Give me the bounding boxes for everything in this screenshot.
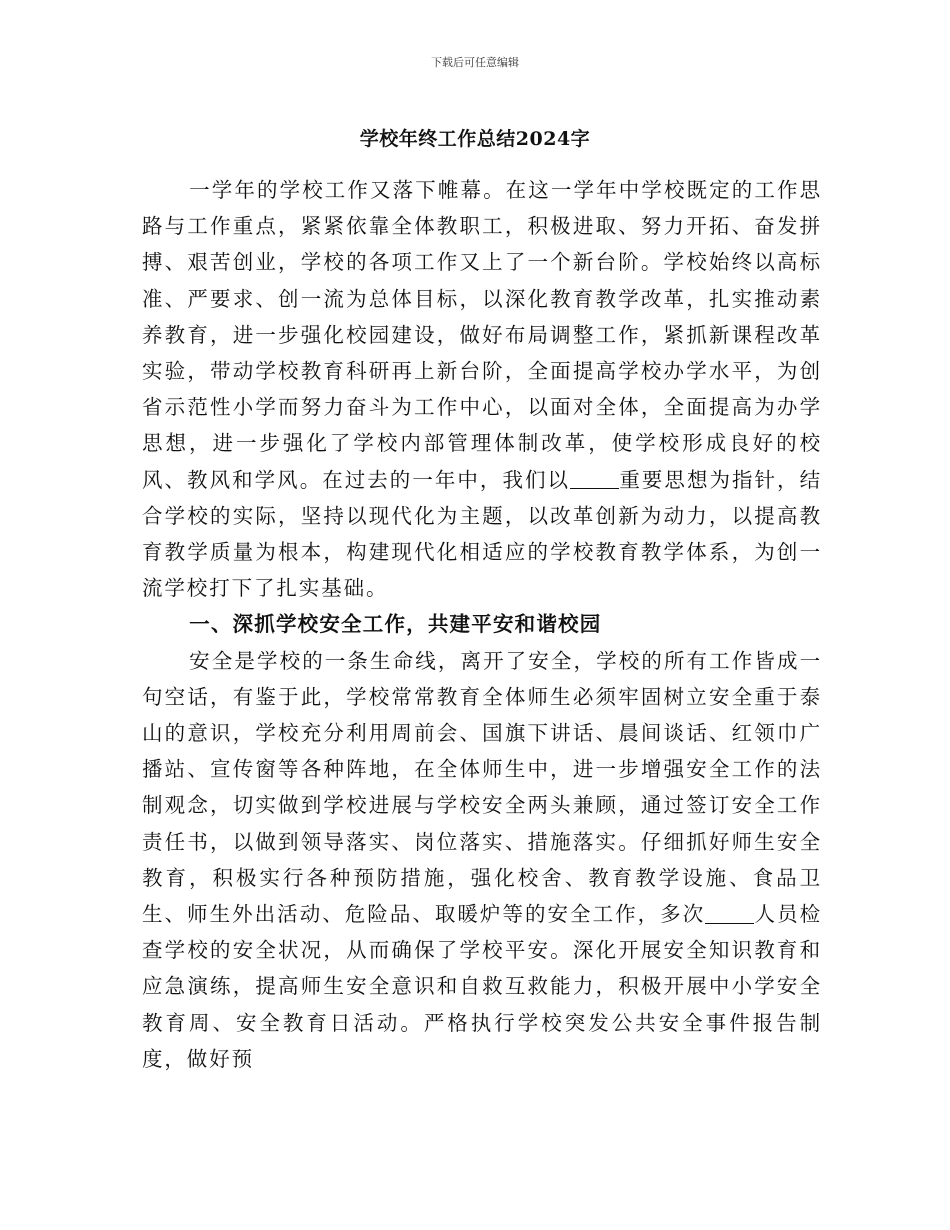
document-title: 学校年终工作总结2024字 bbox=[359, 128, 591, 150]
header-note: 下载后可任意编辑 bbox=[431, 56, 519, 69]
section-heading: 一、深抓学校安全工作，共建平安和谐校园 bbox=[189, 612, 602, 637]
section-text-part2: 人员检查学校的安全状况，从而确保了学校平安。深化开展安全知识教育和应急演练，提高师生安全意识和自救互救能力，积极开展中小学安全教育周、安全教育日活动。严格执行学校突发公共安全事件报告制度，做好预 bbox=[142, 902, 823, 1071]
blank-underline bbox=[570, 468, 619, 490]
blank-underline bbox=[705, 902, 754, 924]
intro-text-part2: 重要思想为指针，结合学校的实际，坚持以现代化为主题，以改革创新为动力，以提高教育教学质量为根本，构建现代化相适应的学校教育教学体系，为创一流学校打下了扎实基础。 bbox=[142, 467, 822, 601]
document-body bbox=[142, 172, 822, 1077]
section-paragraph bbox=[142, 643, 822, 1077]
intro-paragraph bbox=[142, 172, 822, 606]
section-text-part1: 安全是学校的一条生命线，离开了安全，学校的所有工作皆成一句空话，有鉴于此，学校常常教育全体师生必须牢固树立安全重于泰山的意识，学校充分利用周前会、国旗下讲话、晨间谈话、红领巾广播站、宣传窗等各种阵地，在全体师生中，进一步增强安全工作的法制观念，切实做到学校进展与学校安全两头兼顾，通过签订安全工作责任书，以做到领导落实、岗位落实、措施落实。仔细抓好师生安全教育，积极实行各种预防措施，强化校舍、教育教学设施、食品卫生、师生外出活动、危险品、取暖炉等的安全工作，多次 bbox=[142, 648, 822, 927]
intro-text-part1: 一学年的学校工作又落下帷幕。在这一学年中学校既定的工作思路与工作重点，紧紧依靠全体教职工，积极进取、努力开拓、奋发拼搏、艰苦创业，学校的各项工作又上了一个新台阶。学校始终以高标准、严要求、创一流为总体目标，以深化教育教学改革，扎实推动素养教育，进一步强化校园建设，做好布局调整工作，紧抓新课程改革实验，带动学校教育科研再上新台阶，全面提高学校办学水平，为创省示范性小学而努力奋斗为工作中心，以面对全体，全面提高为办学思想，进一步强化了学校内部管理体制改革，使学校形成良好的校风、教风和学风。在过去的一年中，我们以 bbox=[142, 178, 822, 492]
